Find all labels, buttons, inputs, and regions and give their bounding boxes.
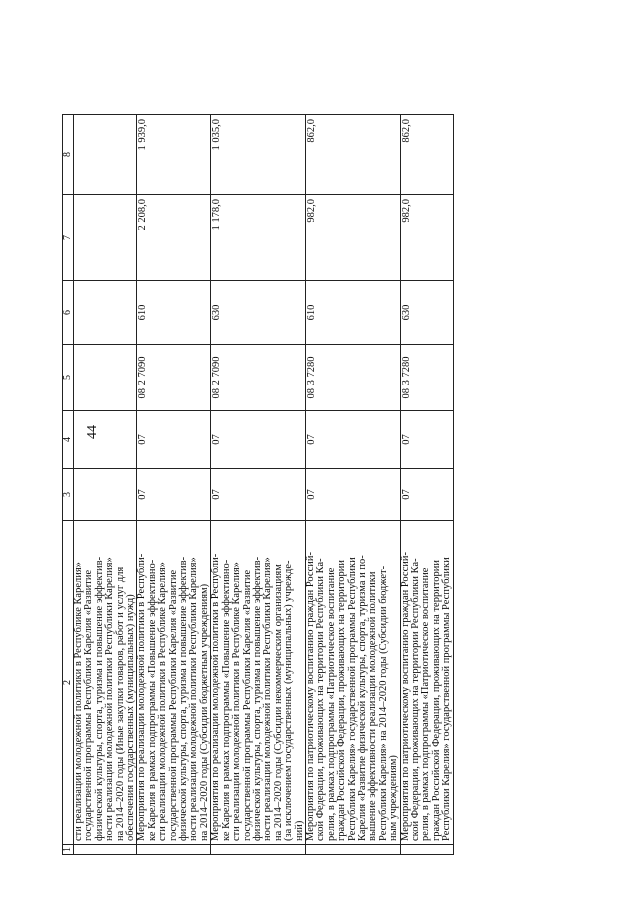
row-section [74, 469, 137, 521]
header-col-8: 8 [63, 115, 74, 195]
header-col-4: 4 [63, 411, 74, 469]
row-description: Мероприятия по реализации молодежной политики в Республи- ке Карелия в рамках подпрограммы «Повышение эффективно- сти реализации молодежной политики в Республике Карелия» государственной программы Республики Карелия «Развитие физической культуры, спорта, туризма и повышение эффектив- ности реализации молодежной политики Республики Карелия» на 2014–2020 годы (Субсидии некоммерческим организациям (за исключением государственных (муниципальных) учрежде- ний) [211, 521, 306, 845]
row-amount-col8 [74, 115, 137, 195]
table-row [400, 115, 453, 855]
budget-table [62, 114, 454, 855]
row-expense-type: 630 [400, 281, 453, 345]
row-subsection: 07 [211, 411, 306, 469]
header-col-1: 1 [63, 845, 74, 855]
row-col-1 [400, 845, 453, 855]
row-section: 07 [137, 469, 211, 521]
header-row [63, 115, 74, 855]
row-description: Мероприятия по реализации молодежной политики в Республи- ке Карелия в рамках подпрограммы «Повышение эффективно- сти реализации молодежной политики в Республике Карелия» государственной программы Республики Карелия «Развитие физической культуры, спорта, туризма и повышение эффектив- ности реализации молодежной политики Республики Карелия» на 2014–2020 годы (Субсидии бюджетным учреждениям) [137, 521, 211, 845]
row-target-article: 08 3 7280 [305, 345, 400, 411]
row-amount-col7: 982,0 [305, 195, 400, 281]
row-target-article [74, 345, 137, 411]
row-section: 07 [211, 469, 306, 521]
table-row [211, 115, 306, 855]
row-expense-type: 630 [211, 281, 306, 345]
row-subsection [74, 411, 137, 469]
row-amount-col8: 1 035,0 [211, 115, 306, 195]
row-amount-col7: 982,0 [400, 195, 453, 281]
row-expense-type: 610 [305, 281, 400, 345]
row-amount-col7: 2 208,0 [137, 195, 211, 281]
row-col-1 [305, 845, 400, 855]
header-col-3: 3 [63, 469, 74, 521]
row-amount-col8: 862,0 [305, 115, 400, 195]
table-row [137, 115, 211, 855]
row-col-1 [211, 845, 306, 855]
row-amount-col8: 862,0 [400, 115, 453, 195]
row-target-article: 08 3 7280 [400, 345, 453, 411]
header-col-7: 7 [63, 195, 74, 281]
row-subsection: 07 [305, 411, 400, 469]
table-row [305, 115, 400, 855]
header-col-6: 6 [63, 281, 74, 345]
row-section: 07 [305, 469, 400, 521]
row-target-article: 08 2 7090 [211, 345, 306, 411]
row-target-article: 08 2 7090 [137, 345, 211, 411]
row-expense-type [74, 281, 137, 345]
header-col-2: 2 [63, 521, 74, 845]
row-expense-type: 610 [137, 281, 211, 345]
row-col-1 [74, 845, 137, 855]
row-amount-col7 [74, 195, 137, 281]
row-description: сти реализации молодежной политики в Республике Карелия» государственной программы Республики Карелия «Развитие физической культуры, спорта, туризма и повышение эффектив- ности реализации молодежной политики Республики Карелия» на 2014–2020 годы (Иные закупки товаров, работ и услуг для обеспечения государственных (муниципальных) нужд) [74, 521, 137, 845]
table-row [74, 115, 137, 855]
row-subsection: 07 [137, 411, 211, 469]
row-subsection: 07 [400, 411, 453, 469]
row-description: Мероприятия по патриотическому воспитанию граждан Россий- ской Федерации, проживающих на территории Республики Ка- релия, в рамках подпрограммы «Патриотическое воспитание граждан Российской Федерации, проживающих на территории Республики Карелия» государственной программы Республики [400, 521, 453, 845]
row-amount-col7: 1 178,0 [211, 195, 306, 281]
page-number: 44 [85, 425, 100, 439]
row-description: Мероприятия по патриотическому воспитанию граждан Россий- ской Федерации, проживающих на территории Республики Ка- релия, в рамках подпрограммы «Патриотическое воспитание граждан Российской Федерации, проживающих на территории Республики Карелия» государственной программы Республики Карелия «Развитие физической культуры, спорта, туризма и по- вышение эффективности реализации молодежной политики Республики Карелия» на 2014–2020 годы (Субсидии бюджет- ным учреждениям) [305, 521, 400, 845]
row-section: 07 [400, 469, 453, 521]
row-col-1 [137, 845, 211, 855]
header-col-5: 5 [63, 345, 74, 411]
row-amount-col8: 1 939,0 [137, 115, 211, 195]
